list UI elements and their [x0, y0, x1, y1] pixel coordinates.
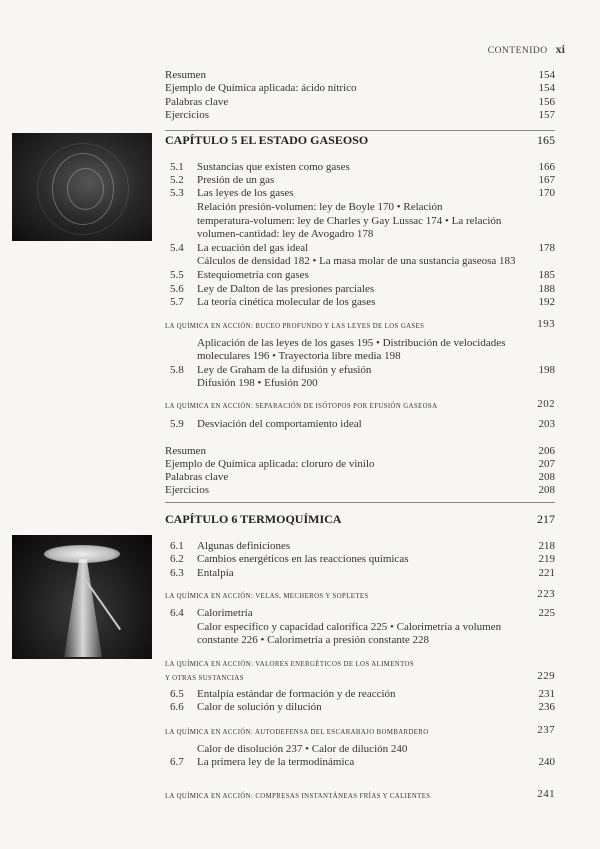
header-title: CONTENIDO — [487, 46, 548, 56]
header-page-number: xi — [555, 42, 565, 56]
swirl-shape — [37, 143, 129, 235]
chapter-5-rule — [165, 130, 555, 131]
running-header — [488, 42, 565, 57]
gas-photo — [12, 133, 152, 241]
chapter-6-rule — [165, 502, 555, 503]
flame-photo — [12, 535, 152, 659]
flame-cone — [64, 559, 102, 657]
